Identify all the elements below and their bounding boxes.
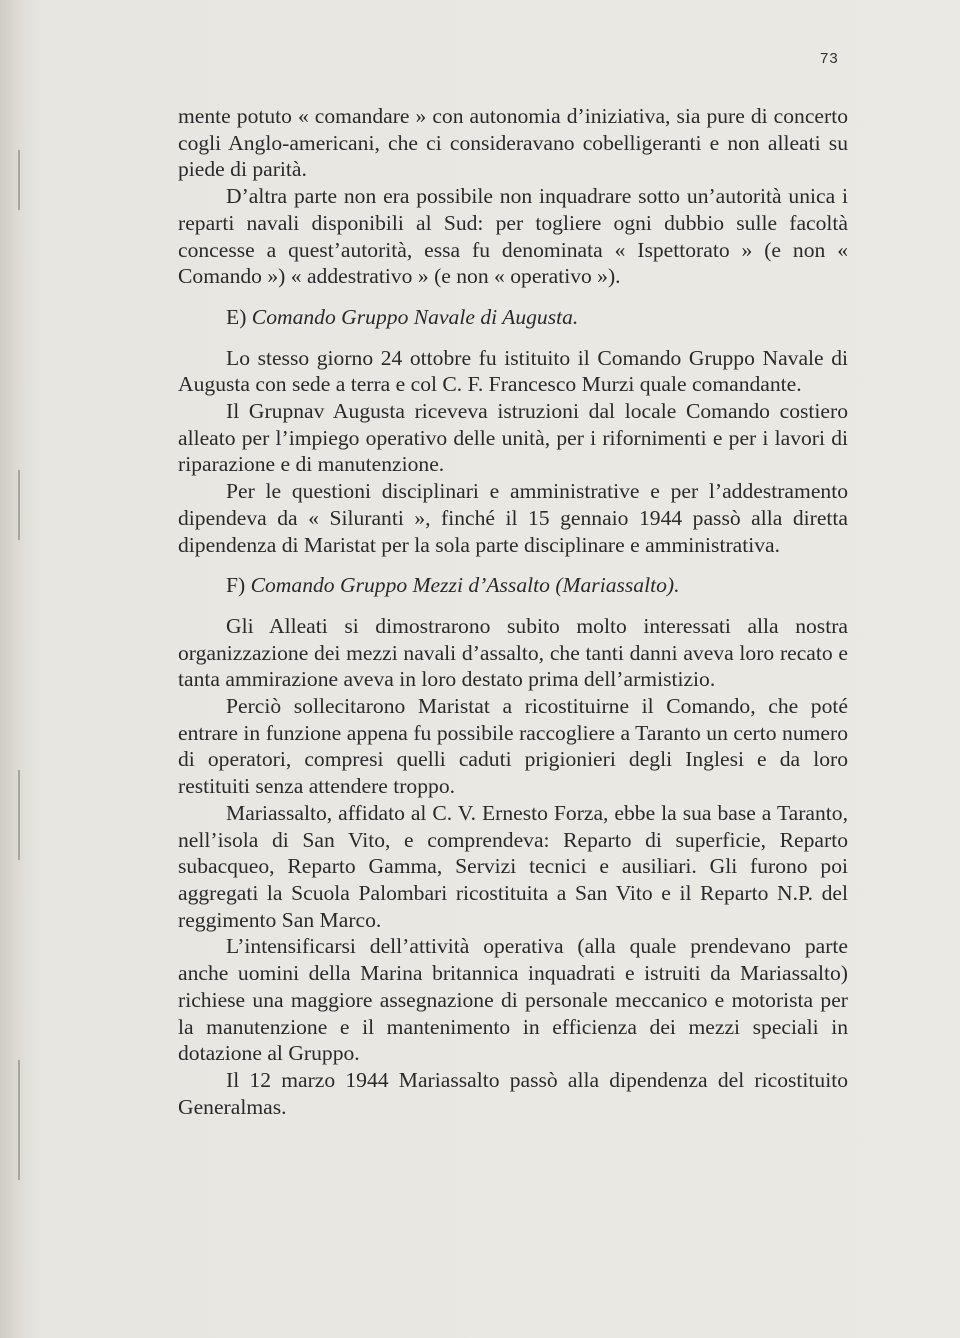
paragraph: Perciò sollecitarono Maristat a ricostituirne il Comando, che poté entrare in funzione appena fu possibile raccogliere a Taranto un certo numero di operatori, compresi quelli caduti prigionieri degli Inglesi e da loro restituiti senza attendere troppo.: [178, 694, 848, 799]
body-text: [178, 103, 848, 1120]
paragraph: D’altra parte non era possibile non inquadrare sotto un’autorità unica i reparti navali disponibili al Sud: per togliere ogni dubbio sulle facoltà concesse a quest’autorità, essa fu denominata « Ispettorato » (e non « Comando ») « addestrativo » (e non « operativo »).: [178, 184, 848, 289]
paragraph: Per le questioni disciplinari e amministrative e per l’addestramento dipendeva da « Siluranti », finché il 15 gennaio 1944 passò alla diretta dipendenza di Maristat per la sola parte disciplinare e amministrativa.: [178, 479, 848, 557]
paragraph: Mariassalto, affidato al C. V. Ernesto Forza, ebbe la sua base a Taranto, nell’isola di San Vito, e comprendeva: Reparto di superficie, Reparto subacqueo, Reparto Gamma, Servizi tecnici e ausiliari. Gli furono poi aggregati la Scuola Palombari ricostituita a San Vito e il Reparto N.P. del reggimento San Marco.: [178, 800, 848, 932]
paragraph: Il Grupnav Augusta riceveva istruzioni dal locale Comando costiero alleato per l’impiego operativo delle unità, per i rifornimenti e per i lavori di riparazione e di manutenzione.: [178, 399, 848, 477]
section-letter: E): [226, 304, 247, 329]
section-letter: F): [226, 573, 246, 598]
section-title: Comando Gruppo Navale di Augusta.: [251, 304, 579, 329]
paragraph: Gli Alleati si dimostrarono subito molto interessati alla nostra organizzazione dei mezzi navali d’assalto, che tanti danni aveva loro recato e tanta ammirazione aveva in loro destato prima dell’armistizio.: [178, 613, 848, 692]
binding-mark: [18, 470, 20, 540]
binding-mark: [18, 1060, 20, 1180]
section-heading-e: [178, 304, 848, 331]
binding-mark: [18, 770, 20, 860]
paragraph: Lo stesso giorno 24 ottobre fu istituito il Comando Gruppo Navale di Augusta con sede a terra e col C. F. Francesco Murzi quale comandante.: [178, 345, 848, 397]
paragraph: Il 12 marzo 1944 Mariassalto passò alla dipendenza del ricostituito Generalmas.: [178, 1067, 848, 1119]
paragraph: mente potuto « comandare » con autonomia d’iniziativa, sia pure di concerto cogli Anglo-americani, che ci consideravano cobelligeranti e non alleati su piede di parità.: [178, 104, 848, 182]
section-title: Comando Gruppo Mezzi d’Assalto (Mariassalto).: [250, 573, 680, 598]
paragraph: L’intensificarsi dell’attività operativa (alla quale prendevano parte anche uomini della Marina britannica inquadrati e istruiti da Mariassalto) richiese una maggiore assegnazione di personale meccanico e motorista per la manutenzione e il mantenimento in efficienza dei mezzi speciali in dotazione al Gruppo.: [178, 934, 848, 1066]
section-heading-f: [178, 572, 848, 599]
page-number: 73: [820, 50, 839, 67]
binding-mark: [18, 150, 20, 210]
